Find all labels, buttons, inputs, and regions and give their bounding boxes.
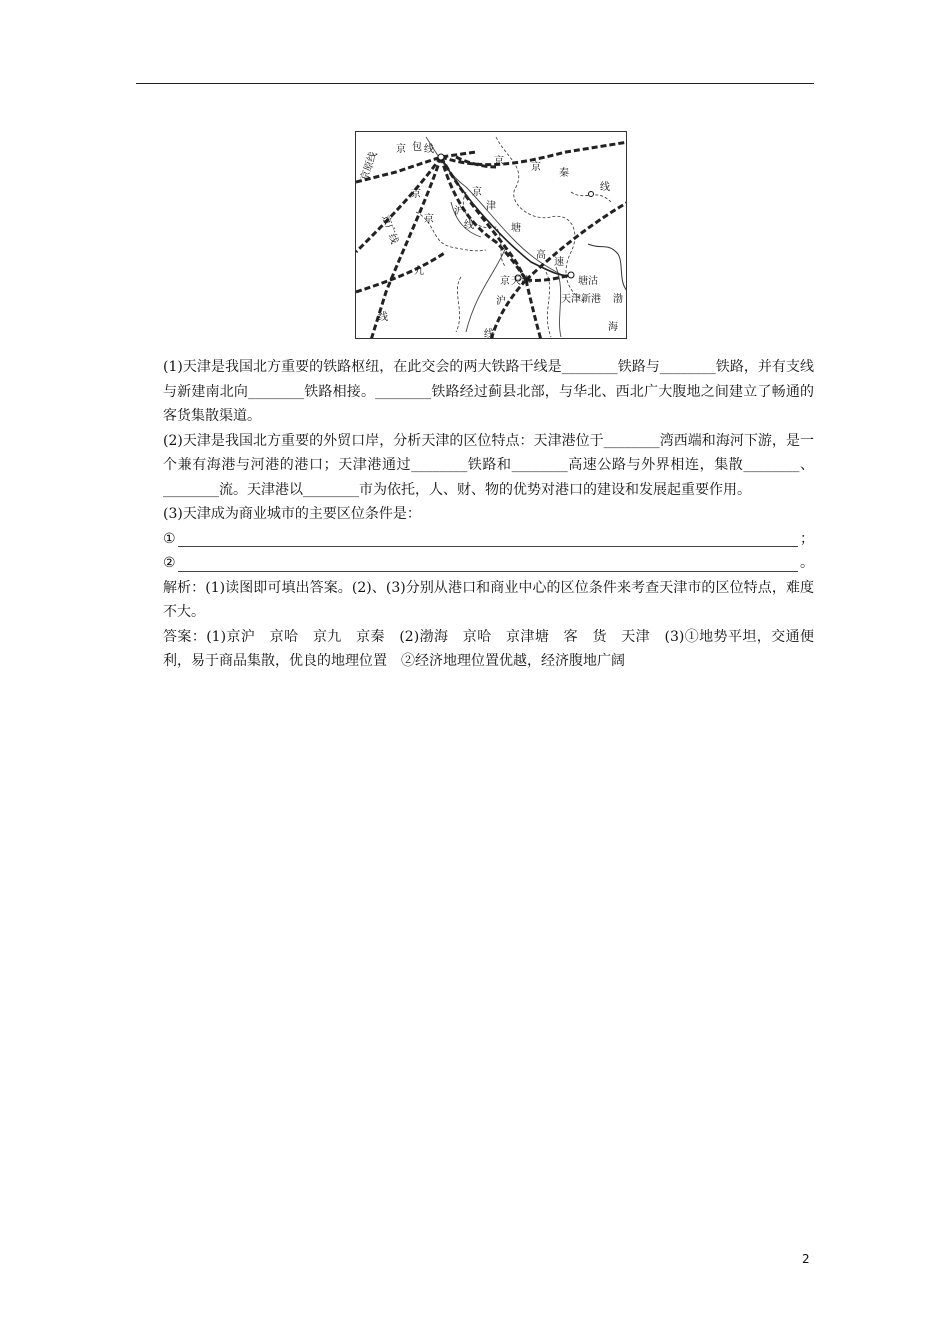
beijing-city-marker	[438, 154, 444, 160]
map-label-tianjin-xingang: 天津新港	[561, 294, 601, 305]
map-label-jing-small: 京	[494, 156, 504, 167]
question-2: (2)天津是我国北方重要的外贸口岸，分析天津的区位特点：天津港位于________湾西端和海河下游，是一个兼有海港与河港的港口；天津港通过________铁路和________高速公路与外界相连，集散________、________流。天津港以________市为依托，人、财、物的优势对港口的建设和发展起重要作用。	[163, 432, 814, 498]
blank-1-underline[interactable]	[178, 530, 798, 547]
map-label-jingtang-gao: 高	[536, 250, 546, 261]
map-label-hai: 海	[608, 322, 618, 333]
qinhuangdao-direction-marker	[589, 192, 594, 197]
blank-2-end: 。	[800, 555, 814, 571]
map-label-jinghu-xian: 线	[464, 220, 474, 231]
question-3: (3)天津成为商业城市的主要区位条件是：	[163, 506, 421, 522]
map-label-jingtang-jing: 京	[472, 187, 482, 198]
map-label-jingbao-xian: 线	[424, 144, 434, 155]
map-label-tanggu: 塘沽	[578, 276, 598, 287]
page-number: 2	[802, 1252, 810, 1266]
map-label-jingyuan: 京原线	[359, 150, 380, 183]
blank-1-marker: ①	[163, 530, 176, 547]
map-label-jingtang-jin: 津	[486, 201, 496, 212]
map-label-jingqin-qin: 秦	[559, 168, 569, 179]
railway-map	[355, 131, 627, 339]
map-label-jinghu-jing: 京	[424, 214, 434, 225]
map-label-jingqin-jing: 京	[531, 162, 541, 173]
map-label-jinghu2-hu: 沪	[496, 296, 506, 307]
map-label-jingbao-bao: 包	[412, 142, 422, 153]
map-label-jingqin-xian: 线	[600, 182, 610, 193]
railway-map-drawing	[356, 132, 627, 339]
map-label-jingtang-tang: 塘	[511, 223, 521, 234]
blank-2-underline[interactable]	[178, 555, 798, 572]
question-content	[163, 355, 814, 674]
question-1: (1)天津是我国北方重要的铁路枢纽，在此交会的两大铁路干线是________铁路与________铁路，并有支线与新建南北向________铁路相接。________铁路经过蓟县北部，与华北、西北广大腹地之间建立了畅通的客货集散渠道。	[163, 359, 814, 424]
map-label-bo: 渤	[613, 294, 623, 305]
map-label-jingbao-jing: 京	[396, 144, 406, 155]
answer-blank-2[interactable]	[163, 551, 814, 576]
map-label-jingjiu-xian: 线	[378, 312, 388, 323]
blank-2-marker: ②	[163, 555, 176, 571]
header-rule	[136, 83, 814, 84]
map-label-tianjin-jing: 京	[500, 276, 510, 287]
map-label-jinghu-hu: 沪	[454, 206, 464, 217]
map-label-tianjin: 天津	[511, 276, 531, 287]
blank-1-end: ；	[800, 530, 814, 547]
map-label-jingguang: 京广线	[379, 213, 400, 246]
map-label-jingtang-su: 速	[554, 257, 564, 268]
map-label-jingjiu-jiu: 九	[414, 266, 424, 277]
answer-blank-1[interactable]	[163, 527, 814, 552]
analysis-text: 解析：(1)读图即可填出答案。(2)、(3)分别从港口和商业中心的区位条件来考查天津市的区位特点，难度不大。	[163, 579, 814, 620]
map-label-jinghu2-xian: 线	[484, 329, 494, 339]
tanggu-city-marker	[568, 272, 574, 278]
map-label-jingjiu-jing: 京	[411, 189, 421, 200]
answer-text: 答案：(1)京沪 京哈 京九 京秦 (2)渤海 京哈 京津塘 客 货 天津 (3)①地势平坦，交通便利，易于商品集散，优良的地理位置 ②经济地理位置优越，经济腹地广阔	[163, 628, 814, 669]
